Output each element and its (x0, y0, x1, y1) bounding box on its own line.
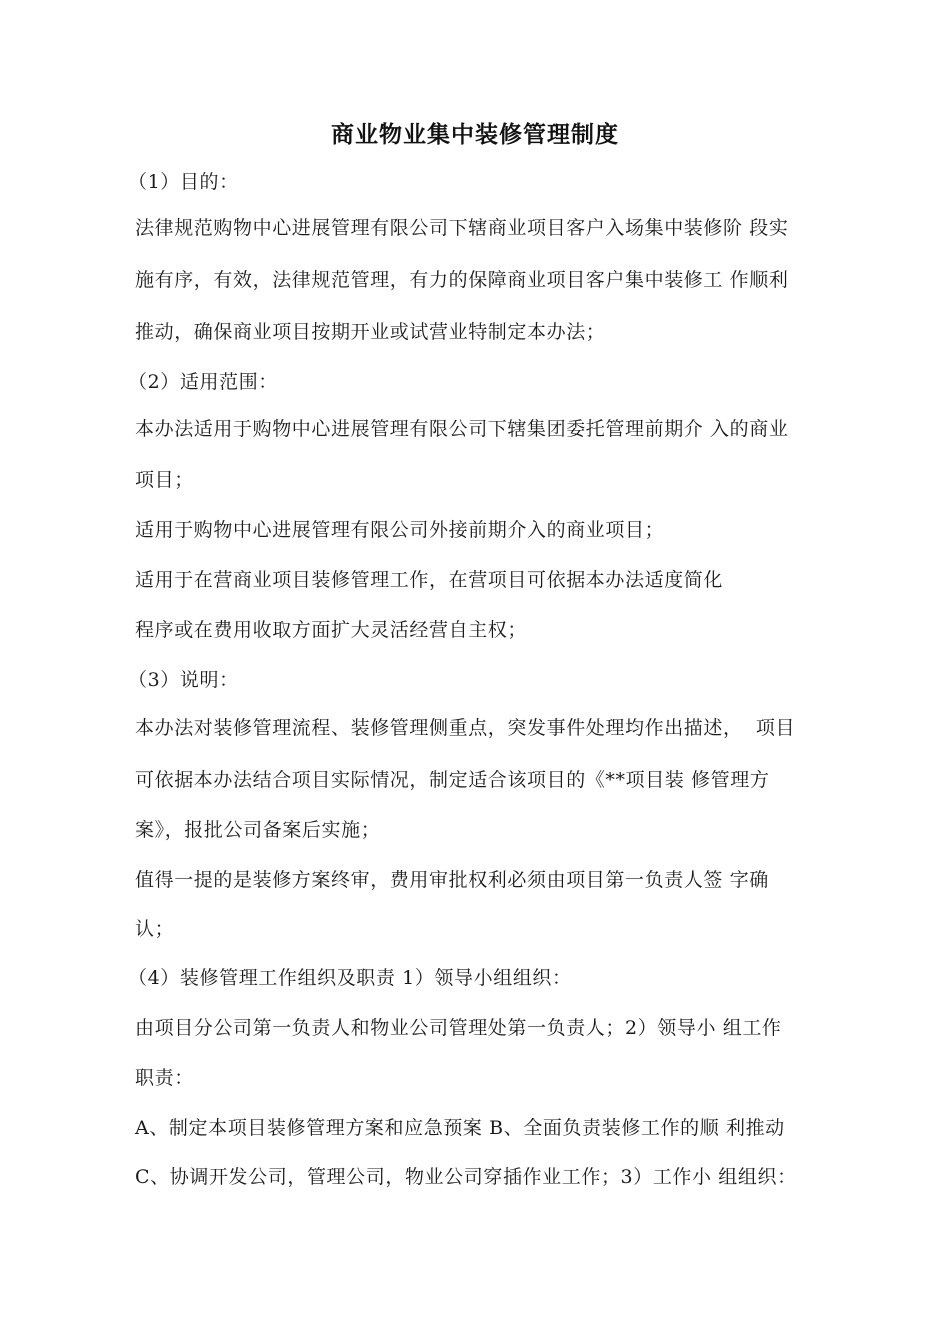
section-heading-organization: （4）装修管理工作组织及职责 1）领导小组组织： (128, 967, 572, 989)
paragraph-line: 可依据本办法结合项目实际情况，制定适合该项目的《**项目装 修管理方 (135, 769, 770, 791)
section-heading-purpose: （1）目的： (128, 171, 239, 193)
paragraph-line: 认； (135, 918, 175, 940)
document-title: 商业物业集中装修管理制度 (331, 122, 619, 148)
paragraph-line: A、制定本项目装修管理方案和应急预案 B、全面负责装修工作的顺 利推动 (135, 1117, 785, 1139)
paragraph-line: C、协调开发公司，管理公司，物业公司穿插作业工作；3）工作小 组组织： (135, 1166, 797, 1188)
paragraph-line: 程序或在费用收取方面扩大灵活经营自主权； (135, 619, 528, 641)
paragraph-line: 适用于购物中心进展管理有限公司外接前期介入的商业项目； (135, 519, 665, 541)
paragraph-line: 案》，报批公司备案后实施； (135, 819, 381, 841)
paragraph-line: 适用于在营商业项目装修管理工作，在营项目可依据本办法适度简化 (135, 569, 724, 591)
section-heading-scope: （2）适用范围： (128, 371, 278, 393)
paragraph-line: 本办法适用于购物中心进展管理有限公司下辖集团委托管理前期介 入的商业 (135, 418, 789, 440)
paragraph-line: 值得一提的是装修方案终审，费用审批权利必须由项目第一负责人签 字确 (135, 869, 769, 891)
paragraph-line: 由项目分公司第一负责人和物业公司管理处第一负责人；2）领导小 组工作 (135, 1017, 782, 1039)
paragraph-line: 本办法对装修管理流程、装修管理侧重点，突发事件处理均作出描述， 项目 (135, 717, 796, 739)
section-heading-notes: （3）说明： (128, 669, 239, 691)
paragraph-line: 法律规范购物中心进展管理有限公司下辖商业项目客户入场集中装修阶 段实 (135, 217, 789, 239)
paragraph-line: 项目； (135, 469, 194, 491)
paragraph-line: 施有序，有效，法律规范管理，有力的保障商业项目客户集中装修工 作顺利 (135, 269, 789, 291)
paragraph-line: 职责： (135, 1067, 194, 1089)
paragraph-line: 推动，确保商业项目按期开业或试营业特制定本办法； (135, 321, 606, 343)
